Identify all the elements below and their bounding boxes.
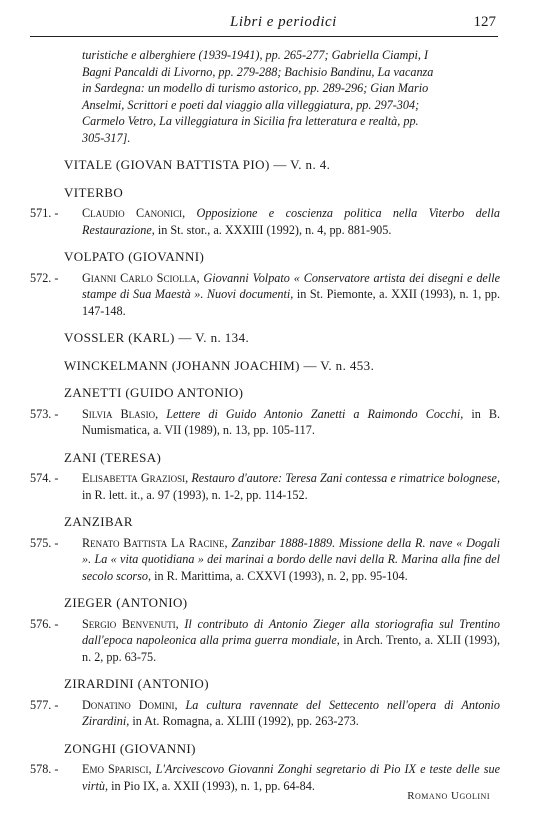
entry-source: in Pio IX, a. XXII (1993), n. 1, pp. 64-84. <box>108 778 315 793</box>
section-heading: VITERBO <box>64 184 124 200</box>
entry-source: in At. Romagna, a. XLIII (1992), pp. 263-273. <box>129 714 359 728</box>
continuation-line: Anselmi, Scrittori e poeti dal viaggio alla villeggiatura, pp. 297-304; <box>82 97 420 112</box>
bibliography-entry <box>30 535 500 585</box>
header-rule <box>30 36 498 37</box>
bibliography-body <box>30 47 500 794</box>
entry-source: in St. stor., a. XXXIII (1992), n. 4, pp. 881-905. <box>154 222 392 237</box>
section-heading: VOLPATO (GIOVANNI) <box>64 249 205 264</box>
section-heading: ZANETTI (GUIDO ANTONIO) <box>64 385 244 400</box>
entry-author: Sergio Benvenuti, <box>82 616 179 631</box>
entry-number: 578. - <box>30 762 59 776</box>
entry-title: Opposizione e coscienza politica nella Viterbo della Restaurazione, <box>82 206 501 237</box>
reviewer-signature: Romano Ugolini <box>407 790 490 802</box>
entry-title: Lettere di Guido Antonio Zanetti a Raimondo Cocchi, <box>166 406 464 421</box>
entry-author: Emo Sparisci, <box>82 762 152 776</box>
page-header <box>30 10 500 34</box>
bibliography-entry <box>30 697 500 730</box>
entry-number: 574. - <box>30 471 59 485</box>
section-heading: ZIEGER (ANTONIO) <box>64 595 188 610</box>
page-number: 127 <box>473 14 496 30</box>
entry-source: in B. Numismatica, a. VII (1989), n. 13, pp. 105-117. <box>82 406 501 437</box>
entry-author: Renato Battista La Racine, <box>82 535 228 550</box>
entry-author: Donatino Domini, <box>82 697 178 712</box>
entry-source: in St. Piemonte, a. XXII (1993), n. 1, pp. 147-148. <box>82 287 500 318</box>
section-heading: ZIRARDINI (ANTONIO) <box>64 676 209 691</box>
section-heading: VOSSLER (KARL) — V. n. 134. <box>64 330 250 345</box>
continuation-line: Bagni Pancaldi di Livorno, pp. 279-288; Bachisio Bandinu, La vacanza <box>82 64 434 79</box>
entry-title: Il contributo di Antonio Zieger alla storiografia sul Trentino dall'epoca napoleonica alla prima guerra mondiale, <box>82 616 500 647</box>
section-heading: VITALE (GIOVAN BATTISTA PIO) — V. n. 4. <box>64 157 331 172</box>
section-heading: WINCKELMANN (JOHANN JOACHIM) — V. n. 453. <box>64 357 375 373</box>
entry-number: 577. - <box>30 697 59 712</box>
entry-source: in Arch. Trento, a. XLII (1993), n. 2, pp. 63-75. <box>82 633 500 664</box>
entry-title: Giovanni Volpato « Conservatore artista dei disegni e delle stampe di Sua Maestà ». Nuovi documenti, <box>82 270 501 301</box>
entry-author: Elisabetta Graziosi, <box>82 471 189 485</box>
entry-author: Gianni Carlo Sciolla, <box>82 270 200 285</box>
entry-number: 573. - <box>30 406 59 421</box>
section-heading: ZONGHI (GIOVANNI) <box>64 740 196 756</box>
bibliography-entry <box>30 406 500 439</box>
bibliography-entry <box>30 205 500 238</box>
continuation-line: Carmelo Vetro, La villeggiatura in Sicilia fra letteratura e realtà, pp. <box>82 114 419 128</box>
entry-source: in R. lett. it., a. 97 (1993), n. 1-2, pp. 114-152. <box>82 487 308 502</box>
entry-source: in R. Marittima, a. CXXVI (1993), n. 2, pp. 95-104. <box>151 568 408 583</box>
entry-number: 576. - <box>30 616 59 631</box>
continuation-line: in Sardegna: un modello di turismo astorico, pp. 289-296; Gian Mario <box>82 81 429 95</box>
entry-title: L'Arcivescovo Giovanni Zonghi segretario di Pio IX e teste delle sue virtù, <box>82 762 500 793</box>
entry-title: La cultura ravennate del Settecento nell'opera di Antonio Zirardini, <box>82 697 500 728</box>
entry-author: Claudio Canonici, <box>82 206 186 220</box>
bibliography-entry <box>30 616 500 666</box>
bibliography-entry <box>30 470 500 503</box>
bibliography-entry <box>30 270 500 320</box>
entry-author: Silvia Blasio, <box>82 406 159 421</box>
section-heading: ZANI (TERESA) <box>64 449 162 465</box>
entry-number: 571. - <box>30 206 59 220</box>
entry-number: 572. - <box>30 270 59 285</box>
continuation-text <box>30 47 500 146</box>
section-heading: ZANZIBAR <box>64 514 133 529</box>
entry-title: Zanzibar 1888-1889. Missione della R. nave « Dogali ». La « vita quotidiana » dei marinai a bordo delle navi della R. Marina alla fine del secolo scorso, <box>82 535 501 583</box>
entry-number: 575. - <box>30 535 59 550</box>
continuation-line: turistiche e alberghiere (1939-1941), pp. 265-277; Gabriella Ciampi, I <box>82 48 429 62</box>
running-title: Libri e periodici <box>230 14 337 30</box>
entry-title: Restauro d'autore: Teresa Zani contessa e rimatrice bolognese, <box>191 471 500 485</box>
continuation-line: 305-317]. <box>82 130 131 145</box>
